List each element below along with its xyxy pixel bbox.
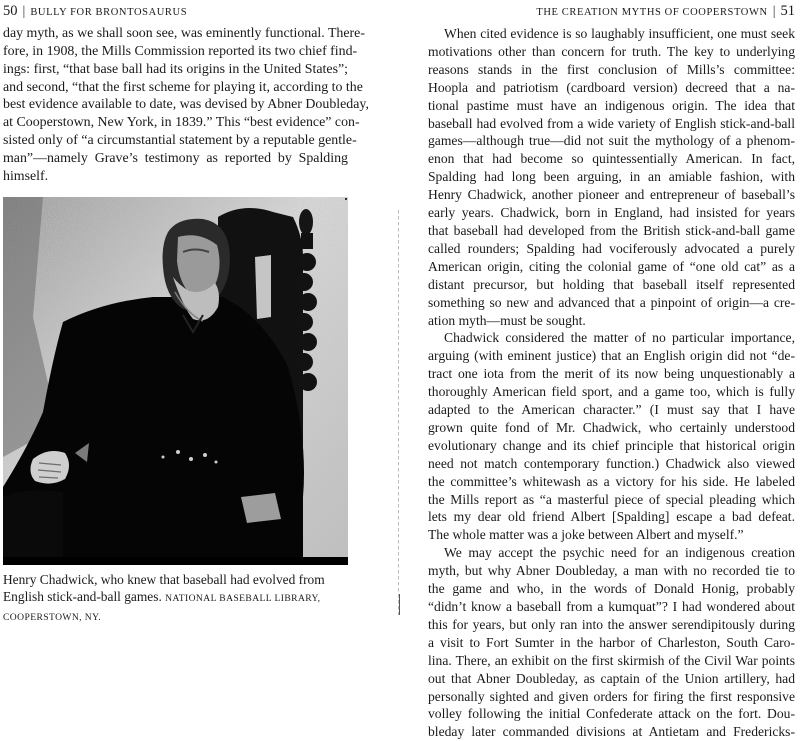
text-line: fore, in 1908, the Mills Commission reported its two chief find-: [3, 43, 358, 59]
text-line: sisted only of “a circumstantial statement by a reputable gentle-: [3, 133, 357, 149]
folio-separator: |: [22, 4, 26, 19]
portrait-illustration: [3, 197, 348, 565]
text-line: called rounders; Spalding had vociferously advocated a purely: [428, 240, 795, 256]
text-line: the committee’s whitewash as a victory for his side. He labeled: [428, 473, 795, 489]
text-line: the Mills report as “a masterful piece of special pleading which: [428, 491, 795, 507]
text-line: early years. Chadwick, born in England, had insisted for years: [428, 205, 795, 221]
text-line: that baseball had developed from the British stick-and-ball game: [428, 222, 795, 238]
text-line: himself.: [3, 168, 49, 184]
text-line: arguing (with eminent justice) that an English origin did not “de-: [428, 348, 795, 364]
text-line: tract one iota from the merit of its now being unquestionably a: [428, 366, 795, 382]
text-line: When cited evidence is so laughably insufficient, one must seek: [444, 26, 795, 41]
text-line: at Cooperstown, New York, in 1839.” This “best evidence” con-: [3, 115, 360, 131]
text-line: evolutionary change and its chief principle that historical origin: [428, 437, 795, 453]
text-line: the game and who, in the words of Donald Honig, probably: [428, 581, 795, 597]
text-line: distant precursor, but holding that baseball itself represented: [428, 276, 795, 292]
book-title: BULLY FOR BRONTOSAURUS: [30, 7, 188, 18]
text-line: ation myth—must be sought.: [428, 312, 586, 328]
page-number-left: 50: [3, 3, 18, 19]
text-line: “didn’t know a baseball from a kumquat”? I had wondered about: [428, 599, 795, 614]
left-body-text: [3, 25, 369, 186]
paragraph: [3, 25, 369, 186]
text-line: motivations other than concern for truth. The key to underlying: [428, 43, 795, 59]
text-line: and second, “that the first scheme for playing it, according to the: [3, 79, 363, 95]
text-line: ings: first, “that base ball had its origins in the United States”;: [3, 61, 348, 77]
text-line: this for years, but only ran into the answer serendipitously during: [428, 616, 795, 632]
right-running-head: [536, 3, 795, 21]
text-line: grown quite fond of Mr. Chadwick, who certainly understood: [428, 419, 795, 435]
paragraph-3: [412, 544, 795, 741]
text-line: volley following the initial Confederate attack on the fort. Dou-: [428, 706, 795, 722]
text-line: adapted to the American character.” (I must say that I have: [428, 402, 795, 418]
chapter-title: THE CREATION MYTHS OF COOPERSTOWN: [536, 7, 768, 18]
right-body-text: [412, 25, 795, 741]
text-line: Hoopla and patriotism (cardboard version) decreed that a na-: [428, 79, 795, 95]
text-line: We may accept the psychic need for an indigenous creation: [444, 545, 795, 561]
text-line: something so new and advanced that a pinpoint of origin—a cre-: [428, 294, 795, 310]
text-line: lets my dear old friend Albert [Spalding] escape a bad defeat.: [428, 509, 795, 525]
text-line: Chadwick considered the matter of no particular importance,: [444, 330, 795, 346]
text-line: lina. There, an exhibit on the first skirmish of the Civil War points: [428, 652, 795, 668]
text-line: reasons stands in the first conclusion of Mills’s committee:: [428, 61, 795, 77]
caption-text: Henry Chadwick, who knew that baseball had evolved from English stick-and-ball games.: [3, 572, 325, 604]
text-line: out that Abner Doubleday, as captain of the Union artillery, had: [428, 670, 795, 686]
text-line: Henry Chadwick, another pioneer and entrepreneur of baseball’s: [428, 187, 795, 203]
left-page: [0, 0, 398, 623]
photo-caption: [3, 571, 348, 626]
text-line: games—although true—did not suit the mythology of a phenom-: [428, 133, 795, 149]
text-line: man”—namely Grave’s testimony as reported by Spalding: [3, 150, 348, 166]
right-page: [400, 0, 800, 740]
text-line: enon that had become so quintessentially American. In fact,: [428, 151, 795, 167]
text-line: thoroughly American field sport, and a game too, which is fully: [428, 384, 795, 400]
paragraph-1: [412, 25, 795, 329]
text-line: Spalding had long been arguing, in an amiable fashion, with: [428, 169, 795, 185]
chadwick-portrait-photo: [3, 197, 348, 565]
text-line: myth, but why Abner Doubleday, a man with no recorded tie to: [428, 563, 795, 579]
text-line: American origin, citing the colonial game of “one old cat” as a: [428, 258, 795, 274]
photo-credit: NATIONAL BASEBALL LIBRARY, COOPERSTOWN, NY.: [3, 593, 321, 623]
text-line: a visit to Fort Sumter in the harbor of Charleston, South Caro-: [428, 634, 795, 650]
text-line: bleday later commanded divisions at Antietam and Fredericks-: [428, 724, 795, 740]
left-running-head: [3, 3, 187, 21]
text-line: need not match contemporary function.) Chadwick also viewed: [428, 455, 795, 471]
paragraph-2: [412, 329, 795, 544]
print-speck: [345, 198, 347, 200]
text-line: baseball had evolved from a wide variety of English stick-and-ball: [428, 115, 795, 131]
page-gutter: [398, 210, 399, 615]
text-line: The whole matter was a joke between Albert and myself.”: [428, 527, 744, 543]
text-line: best evidence available to date, was devised by Abner Doubleday,: [3, 97, 369, 113]
page-number-right: 51: [780, 3, 795, 19]
folio-separator: |: [772, 4, 776, 19]
text-line: day myth, as we shall soon see, was eminently functional. There-: [3, 26, 365, 41]
text-line: personally sighted and given orders for firing the first responsive: [428, 688, 795, 704]
text-line: tional pastime must have an indigenous origin. The idea that: [428, 97, 795, 113]
